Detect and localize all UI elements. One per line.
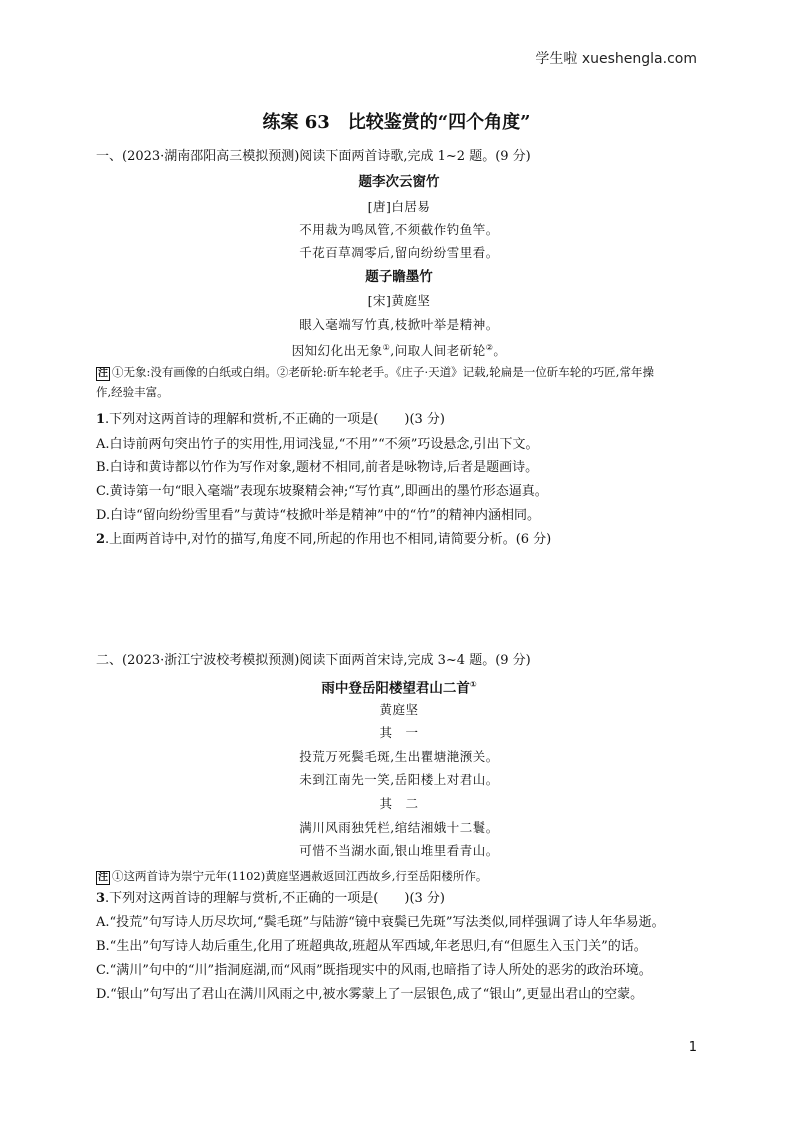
- footnote-ref: ②: [485, 343, 494, 352]
- poem2-title: 题子瞻墨竹: [365, 269, 433, 285]
- poem1-title: 题李次云窗竹: [358, 174, 440, 190]
- option-d: D.“银山”句写出了君山在满川风雨之中,被水雾蒙上了一层银色,成了“银山”,更显出君山的空蒙。: [96, 987, 644, 1002]
- footnote-ref: ①: [469, 680, 477, 689]
- poem2-line: 眼入毫端写竹真,枝掀叶举是精神。: [299, 317, 499, 332]
- question-number: 3: [96, 891, 106, 906]
- poem3-title: [96, 676, 702, 698]
- question-stem: .上面两首诗中,对竹的描写,角度不同,所起的作用也不相同,请简要分析。(6 分): [105, 532, 552, 547]
- page-number: 1: [688, 1040, 697, 1055]
- section2-intro: 二、(2023·浙江宁波校考模拟预测)阅读下面两首宋诗,完成 3~4 题。(9 分): [96, 653, 531, 668]
- note-text: ①无象:没有画像的白纸或白绢。②老斫轮:斫车轮老手。《庄子·天道》记载,轮扁是一位斫车轮的巧匠,常年操: [112, 365, 654, 379]
- option-c: C.黄诗第一句“眼入毫端”表现东坡聚精会神;“写竹真”,即画出的墨竹形态逼真。: [96, 484, 548, 499]
- option-b: B.白诗和黄诗都以竹作为写作对象,题材不相同,前者是咏物诗,后者是题画诗。: [96, 460, 539, 475]
- poem2-author: [宋]黄庭坚: [367, 293, 431, 308]
- question-1: [96, 411, 702, 429]
- question-stem: .下列对这两首诗的理解与赏析,不正确的一项是( )(3 分): [105, 891, 446, 906]
- poem3-line: 满川风雨独凭栏,绾结湘娥十二鬟。: [299, 820, 499, 835]
- poem1-author: [唐]白居易: [367, 199, 431, 214]
- page-title: 练案 63 比较鉴赏的“四个角度”: [262, 112, 531, 133]
- poem1-line: 千花百草凋零后,留向纷纷雪里看。: [299, 245, 499, 260]
- note-tag: 注: [98, 872, 108, 883]
- question-2: [96, 531, 702, 549]
- note-tag: 注: [98, 368, 108, 379]
- poem3-author: 黄庭坚: [379, 702, 419, 717]
- option-a: A.“投荒”句写诗人历尽坎坷,“鬓毛斑”与陆游“镜中衰鬓已先斑”写法类似,同样强调了诗人年华易逝。: [96, 915, 665, 930]
- footnote-ref: ①: [382, 343, 391, 352]
- poem3-line: 未到江南先一笑,岳阳楼上对君山。: [299, 772, 499, 787]
- poem2-line: [96, 339, 702, 360]
- section1-intro: 一、(2023·湖南邵阳高三模拟预测)阅读下面两首诗歌,完成 1~2 题。(9 分): [96, 149, 531, 164]
- section1-note: [96, 362, 702, 402]
- note-text: 作,经验丰富。: [96, 385, 169, 399]
- poem3-line: 投荒万死鬓毛斑,生出瞿塘滟滪关。: [299, 749, 499, 764]
- poem1-line: 不用裁为鸣凤管,不须截作钓鱼竿。: [299, 222, 499, 237]
- poem3-title-text: 雨中登岳阳楼望君山二首: [321, 680, 470, 697]
- poem2-line2-part: ,问取人间老斫轮: [390, 343, 486, 359]
- poem3-line: 可惜不当湖水面,银山堆里看青山。: [299, 843, 499, 858]
- poem2-line2-part: 。: [493, 343, 507, 359]
- poem3-part-heading: 其 二: [379, 796, 419, 811]
- section2-note: [96, 866, 702, 886]
- question-number: 1: [96, 412, 106, 427]
- question-3: [96, 890, 702, 908]
- option-c: C.“满川”句中的“川”指洞庭湖,而“风雨”既指现实中的风雨,也暗指了诗人所处的恶劣的政治环境。: [96, 963, 652, 978]
- option-d: D.白诗“留向纷纷雪里看”与黄诗“枝掀叶举是精神”中的“竹”的精神内涵相同。: [96, 508, 540, 523]
- poem2-line2-part: 因知幻化出无象: [291, 343, 383, 359]
- site-watermark: 学生啦 xueshengla.com: [535, 51, 697, 67]
- option-a: A.白诗前两句突出竹子的实用性,用词浅显,“不用”“不须”巧设悬念,引出下文。: [96, 437, 539, 452]
- option-b: B.“生出”句写诗人劫后重生,化用了班超典故,班超从军西域,年老思归,有“但愿生入玉门关”的话。: [96, 939, 647, 954]
- poem3-part-heading: 其 一: [379, 725, 419, 740]
- question-stem: .下列对这两首诗的理解和赏析,不正确的一项是( )(3 分): [105, 412, 446, 427]
- question-number: 2: [96, 532, 106, 547]
- note-text: ①这两首诗为崇宁元年(1102)黄庭坚遇赦返回江西故乡,行至岳阳楼所作。: [112, 869, 488, 883]
